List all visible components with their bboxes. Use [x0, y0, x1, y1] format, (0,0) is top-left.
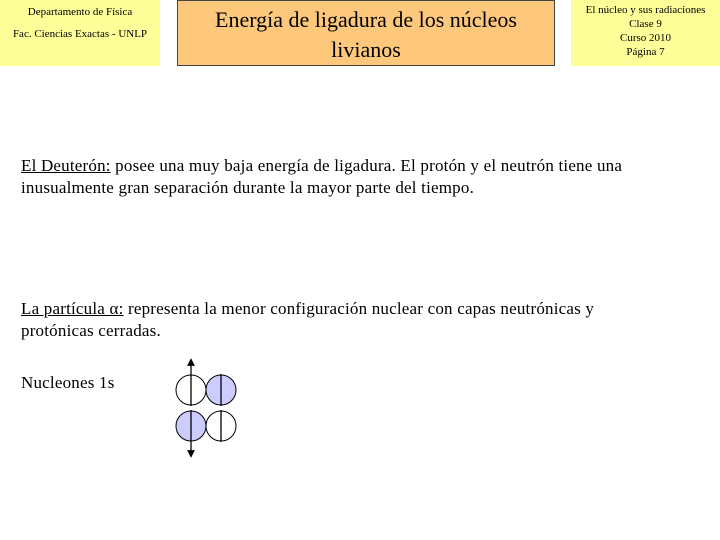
deuteron-term: El Deuterón: — [21, 156, 111, 175]
alpha-text: representa la menor configuración nuclear con capas neutrónicas y protónicas cerradas. — [21, 299, 595, 340]
slide-title: Energía de ligadura de los núcleos livianos — [177, 0, 555, 66]
department-header — [0, 0, 160, 66]
faculty-name: Fac. Ciencias Exactas - UNLP — [12, 28, 148, 40]
class-number: Clase 9 — [629, 18, 662, 30]
department-name: Departamento de Física — [27, 6, 133, 18]
alpha-term: La partícula α: — [21, 299, 124, 318]
course-name: El núcleo y sus radiaciones — [585, 4, 706, 16]
course-year: Curso 2010 — [619, 32, 672, 44]
deuteron-paragraph — [21, 155, 661, 199]
alpha-paragraph — [21, 298, 641, 342]
page-number: Página 7 — [626, 46, 665, 58]
nucleons-label: Nucleones 1s — [21, 373, 115, 392]
deuteron-text: posee una muy baja energía de ligadura. El protón y el neutrón tiene una inusualmente gran separación durante la mayor parte del tiempo. — [21, 156, 623, 197]
course-info — [571, 0, 720, 66]
nucleon-spin-diagram — [170, 356, 250, 460]
